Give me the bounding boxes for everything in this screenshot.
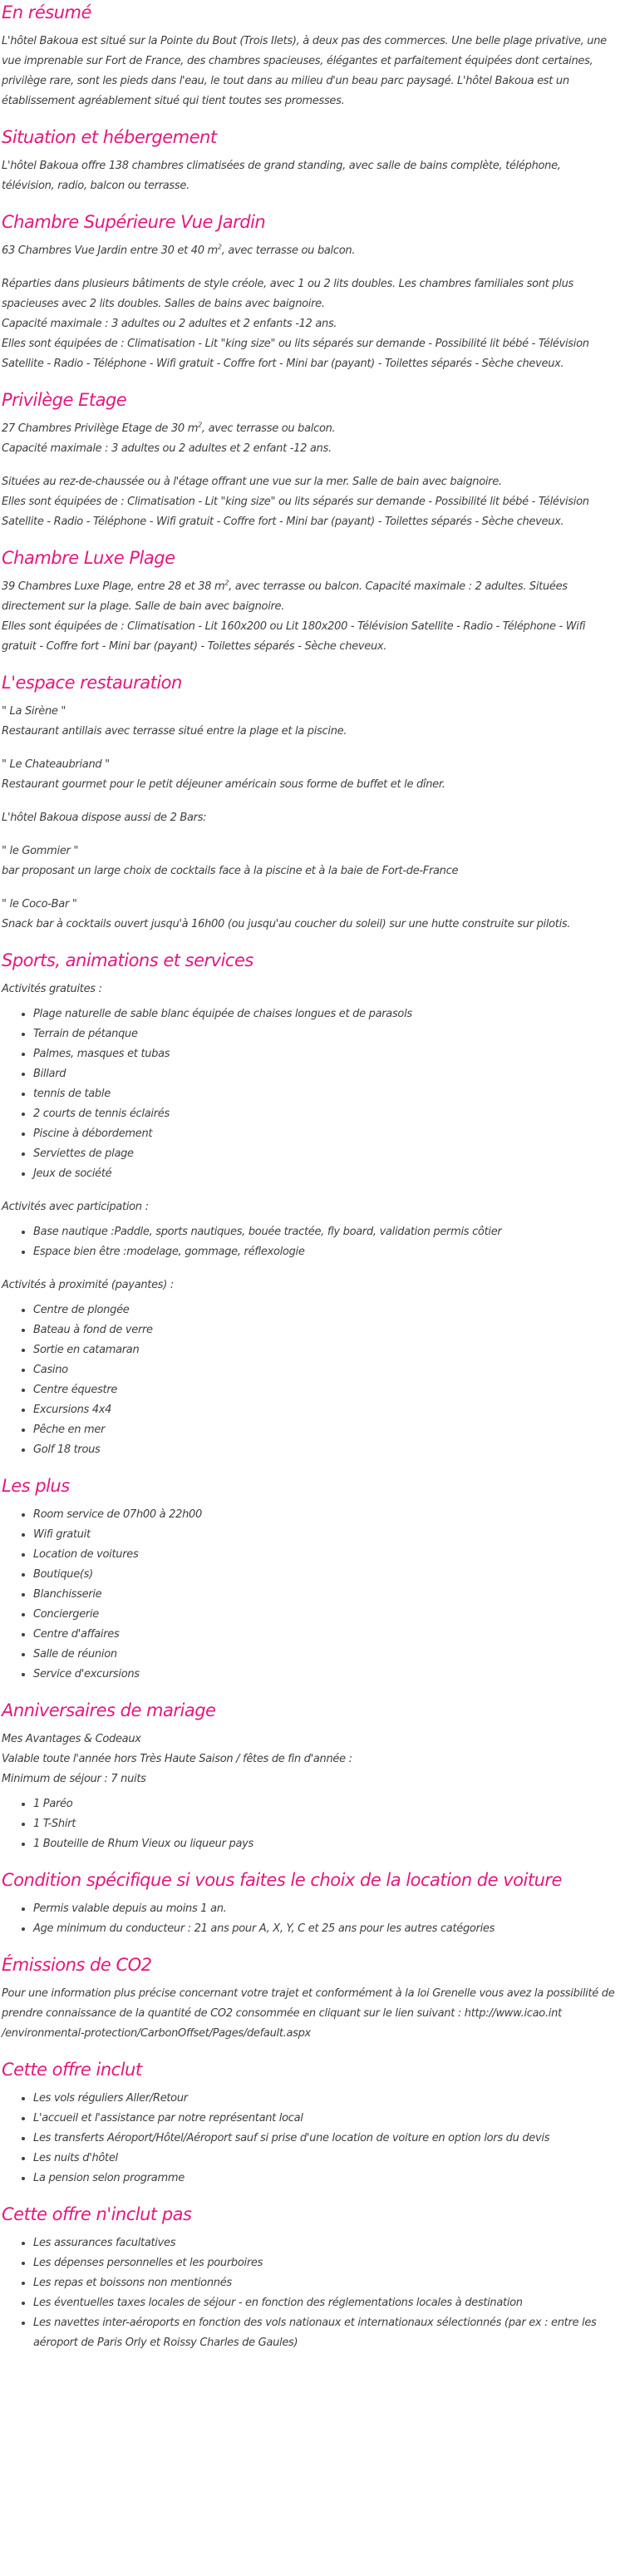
list-item: • L'accueil et l'assistance par notre représentant local: [33, 2109, 615, 2129]
section-restauration: [2, 670, 615, 935]
text: 39 Chambres Luxe Plage, entre 28 et 38 m: [2, 580, 225, 593]
list-label: Activités avec participation :: [2, 1201, 149, 1213]
list-item: • Espace bien être :modelage, gommage, réflexologie: [33, 1242, 615, 1262]
list-item: • Golf 18 trous: [33, 1440, 615, 1460]
section-title: Anniversaires de mariage: [2, 1700, 216, 1720]
restaurant-desc: Restaurant gourmet pour le petit déjeuner américain sous forme de buffet et le dîner.: [2, 778, 445, 791]
list-item: • Terrain de pétanque: [33, 1024, 615, 1044]
section-situation: [2, 125, 615, 196]
list-item: • Jeux de société: [33, 1164, 615, 1184]
excluded-list: [2, 2233, 615, 2353]
list-item: • Les navettes inter-aéroports en fonction des vols nationaux et internationaux sélectionnés (par ex : entre les aéroport de Paris Orly et Roissy Charles de Gaules): [33, 2313, 615, 2353]
list-item: • Les vols réguliers Aller/Retour: [33, 2089, 615, 2109]
bars-intro: L'hôtel Bakoua dispose aussi de 2 Bars:: [2, 812, 207, 824]
text-line: Minimum de séjour : 7 nuits: [2, 1773, 146, 1785]
list-item: • Room service de 07h00 à 22h00: [33, 1505, 615, 1525]
section-title: Cette offre n'inclut pas: [2, 2204, 192, 2224]
paragraph: [2, 1730, 615, 1789]
conditions-list: [2, 1899, 615, 1939]
list-item: • Boutique(s): [33, 1565, 615, 1585]
section-title: L'espace restauration: [2, 673, 182, 693]
list-item: • Centre de plongée: [33, 1300, 615, 1320]
list-item: • Centre d'affaires: [33, 1625, 615, 1645]
restaurant-chateaubriand: [2, 755, 615, 795]
restaurant-desc: Restaurant antillais avec terrasse situé entre la plage et la piscine.: [2, 725, 347, 738]
section-sports: [2, 948, 615, 1460]
text-line: Elles sont équipées de : Climatisation - Lit 160x200 ou Lit 180x200 - Télévision Satellite - Radio - Téléphone - Wifi gratuit - Coffre fort - Mini bar (payant) - Toilettes séparés - Sèche cheveux.: [2, 620, 586, 653]
list-item: • Permis valable depuis au moins 1 an.: [33, 1899, 615, 1919]
list-item: • Billard: [33, 1064, 615, 1084]
list-item: • Plage naturelle de sable blanc équipée de chaises longues et de parasols: [33, 1004, 615, 1024]
list-item: • Les assurances facultatives: [33, 2233, 615, 2253]
section-title: Situation et hébergement: [2, 127, 217, 147]
text-line: Mes Avantages & Codeaux: [2, 1733, 141, 1745]
restaurant-name: " Le Chateaubriand ": [2, 758, 110, 771]
nearby-activities-list: [2, 1300, 615, 1460]
text: 63 Chambres Vue Jardin entre 30 et 40 m: [2, 244, 218, 257]
section-les-plus: [2, 1473, 615, 1685]
list-item: • Pêche en mer: [33, 1420, 615, 1440]
list-item: • Age minimum du conducteur : 21 ans pour A, X, Y, C et 25 ans pour les autres catégories: [33, 1919, 615, 1939]
list-item: • Casino: [33, 1360, 615, 1380]
text-line: Valable toute l'année hors Très Haute Saison / fêtes de fin d'année :: [2, 1753, 352, 1765]
list-item: • Conciergerie: [33, 1605, 615, 1625]
text-line: Elles sont équipées de : Climatisation - Lit "king size" ou lits séparés sur demande - Possibilité lit bébé - Télévision Satellite - Radio - Téléphone - Wifi gratuit - Coffre fort - Mini bar (payant) - Toilettes séparés - Sèche cheveux.: [2, 496, 589, 528]
section-title: Chambre Luxe Plage: [2, 548, 175, 568]
section-privilege-etage: [2, 387, 615, 532]
paragraph: L'hôtel Bakoua offre 138 chambres climatisées de grand standing, avec salle de bains complète, téléphone, télévision, radio, balcon ou terrasse.: [2, 160, 561, 192]
free-activities-list: [2, 1004, 615, 1184]
services-list: [2, 1505, 615, 1685]
list-item: • 1 T-Shirt: [33, 1814, 615, 1834]
text: , avec terrasse ou balcon.: [221, 244, 356, 257]
bar-name: " le Coco-Bar ": [2, 898, 77, 910]
section-title: Sports, animations et services: [2, 950, 253, 970]
list-item: • Excursions 4x4: [33, 1400, 615, 1420]
text-line: [2, 419, 615, 439]
text-line: Réparties dans plusieurs bâtiments de style créole, avec 1 ou 2 lits doubles. Les chambres familiales sont plus spacieuses avec 2 lits doubles. Salles de bains avec baignoire.: [2, 278, 573, 310]
list-item: • Les transferts Aéroport/Hôtel/Aéroport sauf si prise d'une location de voiture en option lors du devis: [33, 2129, 615, 2149]
list-item: • Les dépenses personnelles et les pourboires: [33, 2253, 615, 2273]
bar-gommier: [2, 841, 615, 881]
section-mariage: [2, 1698, 615, 1854]
list-item: • Salle de réunion: [33, 1645, 615, 1665]
list-item: • Les nuits d'hôtel: [33, 2149, 615, 2169]
restaurant-sirene: [2, 702, 615, 742]
section-location-voiture: [2, 1868, 615, 1939]
list-label: Activités à proximité (payantes) :: [2, 1279, 174, 1291]
bar-desc: bar proposant un large choix de cocktails face à la piscine et à la baie de Fort-de-France: [2, 865, 459, 877]
list-item: • Blanchisserie: [33, 1585, 615, 1605]
paragraph: Pour une information plus précise concernant votre trajet et conformément à la loi Grenelle vous avez la possibilité de prendre connaissance de la quantité de CO2 consommée en cliquant sur le lien suivant : http://www.icao.int /environmental-protection/CarbonOffset/Pages/default.aspx: [2, 1987, 615, 2040]
list-item: • Les éventuelles taxes locales de séjour - en fonction des réglementations locales à destination: [33, 2293, 615, 2313]
text: , avec terrasse ou balcon.: [201, 422, 336, 435]
list-item: • Bateau à fond de verre: [33, 1320, 615, 1340]
section-title: Privilège Etage: [2, 390, 127, 410]
text-line: Capacité maximale : 3 adultes ou 2 adultes et 2 enfant -12 ans.: [2, 442, 332, 455]
bar-desc: Snack bar à cocktails ouvert jusqu'à 16h00 (ou jusqu'au coucher du soleil) sur une hutte construite sur pilotis.: [2, 918, 571, 930]
list-item: • Serviettes de plage: [33, 1144, 615, 1164]
restaurant-name: " La Sirène ": [2, 705, 66, 718]
list-item: • Palmes, masques et tubas: [33, 1044, 615, 1064]
superscript: 2: [198, 421, 202, 429]
section-title: En résumé: [2, 2, 91, 22]
section-resume: [2, 0, 615, 111]
section-title: Condition spécifique si vous faites le choix de la location de voiture: [2, 1870, 562, 1890]
section-title: Les plus: [2, 1476, 70, 1496]
text-line: Elles sont équipées de : Climatisation - Lit "king size" ou lits séparés sur demande - Possibilité lit bébé - Télévision Satellite - Radio - Téléphone - Wifi gratuit - Coffre fort - Mini bar (payant) - Toilettes séparés - Sèche cheveux.: [2, 338, 589, 370]
list-item: • 1 Bouteille de Rhum Vieux ou liqueur pays: [33, 1834, 615, 1854]
section-title: Chambre Supérieure Vue Jardin: [2, 212, 266, 232]
paid-activities-list: [2, 1222, 615, 1262]
list-item: • Location de voitures: [33, 1545, 615, 1565]
text-line: Situées au rez-de-chaussée ou à l'étage offrant une vue sur la mer. Salle de bain avec baignoire.: [2, 476, 502, 488]
paragraph: [2, 274, 615, 374]
list-item: • La pension selon programme: [33, 2169, 615, 2189]
bar-name: " le Gommier ": [2, 845, 79, 857]
paragraph: [2, 577, 615, 657]
list-item: • 1 Paréo: [33, 1794, 615, 1814]
list-item: • Service d'excursions: [33, 1665, 615, 1685]
text-line: Capacité maximale : 3 adultes ou 2 adultes et 2 enfants -12 ans.: [2, 318, 337, 330]
paragraph: [2, 241, 615, 261]
list-item: • Les repas et boissons non mentionnés: [33, 2273, 615, 2293]
section-chambre-superieure: [2, 210, 615, 374]
text: , avec terrasse ou balcon. Capacité maximale : 2 adultes. Situées directement sur la plage. Salle de bain avec baignoire.: [2, 580, 568, 613]
list-item: • Sortie en catamaran: [33, 1340, 615, 1360]
text-line: [2, 577, 615, 617]
included-list: [2, 2089, 615, 2189]
bar-coco: [2, 895, 615, 935]
list-item: • Centre équestre: [33, 1380, 615, 1400]
list-label: Activités gratuites :: [2, 983, 102, 995]
superscript: 2: [224, 579, 229, 587]
section-title: Émissions de CO2: [2, 1955, 152, 1975]
section-offre-ninclut: [2, 2202, 615, 2353]
paragraph: [2, 419, 615, 459]
superscript: 2: [217, 243, 222, 251]
section-co2: [2, 1952, 615, 2044]
gifts-list: [2, 1794, 615, 1854]
section-offre-inclut: [2, 2057, 615, 2189]
text: 27 Chambres Privilège Etage de 30 m: [2, 422, 199, 435]
list-item: • 2 courts de tennis éclairés: [33, 1104, 615, 1124]
section-chambre-luxe: [2, 545, 615, 657]
list-item: • Piscine à débordement: [33, 1124, 615, 1144]
list-item: • tennis de table: [33, 1084, 615, 1104]
list-item: • Wifi gratuit: [33, 1525, 615, 1545]
section-title: Cette offre inclut: [2, 2060, 142, 2080]
paragraph: L'hôtel Bakoua est situé sur la Pointe du Bout (Trois Ilets), à deux pas des commerces. Une belle plage privative, une vue imprenable sur Fort de France, des chambres spacieuses, élégantes et parfaitement équipées dont certaines, privilège rare, sont les pieds dans l'eau, le tout dans au milieu d'un beau parc paysagé. L'hôtel Bakoua est un établissement agréablement situé qui tient toutes ses promesses.: [2, 35, 607, 107]
paragraph: [2, 472, 615, 532]
list-item: • Base nautique :Paddle, sports nautiques, bouée tractée, fly board, validation permis côtier: [33, 1222, 615, 1242]
